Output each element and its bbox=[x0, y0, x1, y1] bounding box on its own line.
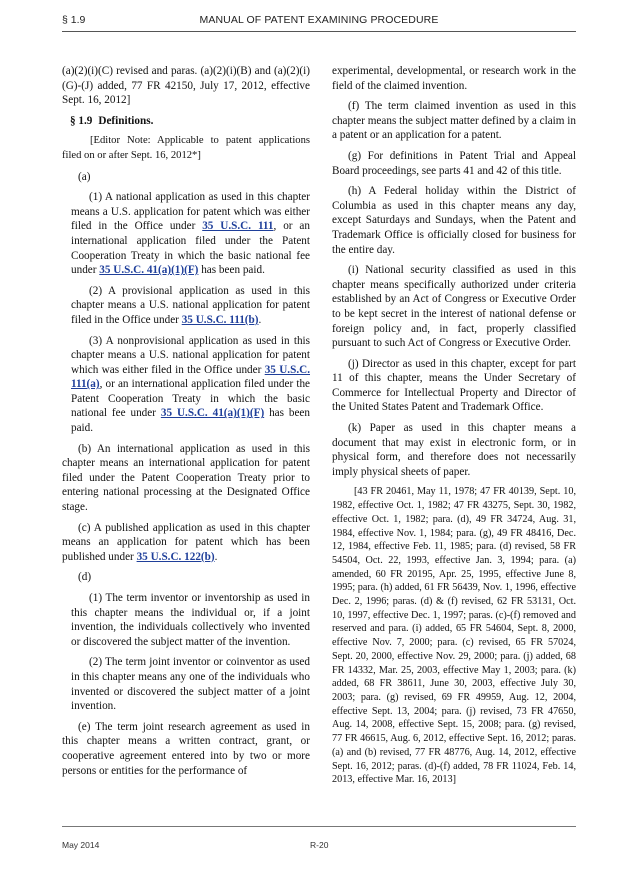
right-column bbox=[332, 64, 576, 793]
link-35-usc-41a1f-2[interactable]: 35 U.S.C. 41(a)(1)(F) bbox=[160, 407, 265, 420]
header-divider bbox=[62, 31, 576, 32]
section-heading-title: Definitions. bbox=[98, 114, 154, 127]
paragraph-e: (e) The term joint research agreement as used in this chapter means a written contract, grant, or cooperative agreement entered into by two or more persons or entities for the performance of bbox=[62, 720, 310, 777]
footer-page-number: R-20 bbox=[310, 840, 329, 850]
paragraph-f: (f) The term claimed invention as used in this chapter means the subject matter defined by a claim in a patent or an application for a patent. bbox=[332, 100, 576, 142]
paragraph-a1-text-end: has been paid. bbox=[198, 264, 265, 277]
footer-date: May 2014 bbox=[62, 840, 100, 850]
section-heading bbox=[70, 114, 310, 129]
link-35-usc-111b[interactable]: 35 U.S.C. 111(b) bbox=[181, 313, 259, 326]
footer-divider bbox=[62, 826, 576, 827]
section-heading-number: § 1.9 bbox=[70, 114, 93, 127]
header-section-number: § 1.9 bbox=[62, 14, 86, 26]
paragraph-h: (h) A Federal holiday within the District of Columbia as used in this chapter means any day, except Saturdays and Sundays, when the Patent and Trademark Office is officially closed for business for the entire day. bbox=[332, 185, 576, 256]
header-manual-title: MANUAL OF PATENT EXAMINING PROCEDURE bbox=[199, 14, 439, 26]
paragraph-a2-text-end: . bbox=[258, 313, 262, 326]
paragraph-a-label: (a) bbox=[78, 170, 91, 183]
paragraph-i: (i) National security classified as used in this chapter means specifically authorized under criteria established by an Act of Congress or Executive Order to be kept secret in the interest of national defense or foreign policy and, in fact, properly classified pursuant to such Act of Congress or Executive Order. bbox=[332, 264, 576, 350]
paragraph-g: (g) For definitions in Patent Trial and Appeal Board proceedings, see parts 41 and 42 of this title. bbox=[332, 149, 576, 177]
paragraph-k: (k) Paper as used in this chapter means a document that may exist in electronic form, or in physical form, and therefore does not necessarily imply physical sheets of paper. bbox=[332, 422, 576, 478]
paragraph-e-continued: experimental, developmental, or research work in the field of the claimed invention. bbox=[332, 65, 576, 92]
link-35-usc-122b[interactable]: 35 U.S.C. 122(b) bbox=[136, 550, 215, 563]
paragraph-c-text: (c) A published application as used in this chapter means an application for patent which has been published under bbox=[62, 521, 310, 563]
left-column bbox=[62, 64, 310, 784]
paragraph-a3 bbox=[71, 334, 310, 436]
link-35-usc-111a[interactable]: 35 U.S.C. 111(a) bbox=[71, 363, 310, 391]
paragraph-c-text-end: . bbox=[214, 550, 218, 563]
link-35-usc-111[interactable]: 35 U.S.C. 111 bbox=[202, 220, 274, 233]
paragraph-a1-text: (1) A national application as used in this chapter means a U.S. application for patent which was either filed in the Office under bbox=[71, 191, 310, 233]
paragraph-c bbox=[62, 521, 310, 565]
paragraph-a2-text: (2) A provisional application as used in this chapter means a U.S. national application for patent filed in the Office under bbox=[71, 284, 310, 326]
paragraph-d-label: (d) bbox=[78, 571, 92, 584]
paragraph-a3-text: (3) A nonprovisional application as used in this chapter means a U.S. national application for patent which was either filed in the Office under bbox=[71, 334, 310, 376]
paragraph-a3-text-mid: , or an international application filed under the Patent Cooperation Treaty in which the basic national fee under bbox=[71, 378, 310, 420]
editor-note: [Editor Note: Applicable to patent applications filed on or after Sept. 16, 2012*] bbox=[62, 135, 310, 161]
link-35-usc-41a1f[interactable]: 35 U.S.C. 41(a)(1)(F) bbox=[99, 264, 199, 277]
paragraph-d1: (1) The term inventor or inventorship as used in this chapter means the individual or, if a joint invention, the individuals collectively who invented or discovered the subject matter of the invention. bbox=[71, 592, 310, 648]
paragraph-a1-text-mid: , or an international application filed under the Patent Cooperation Treaty in which the basic national fee under bbox=[71, 220, 310, 277]
paragraph-j: (j) Director as used in this chapter, except for part 11 of this chapter, means the Under Secretary of Commerce for Intellectual Property and Director of the United States Patent and Trademark Office. bbox=[332, 357, 576, 414]
paragraph-a2 bbox=[71, 284, 310, 328]
paragraph-a1 bbox=[71, 190, 310, 278]
paragraph-b: (b) An international application as used in this chapter means an international application for patent filed under the Patent Cooperation Treaty prior to entering national processing at the Designated Office stage. bbox=[62, 442, 310, 514]
paragraph-d2: (2) The term joint inventor or coinventor as used in this chapter means any one of the individuals who invented or discovered the subject matter of a joint invention. bbox=[71, 656, 310, 713]
paragraph-a3-text-end: has been paid. bbox=[71, 407, 310, 435]
amendment-history: [43 FR 20461, May 11, 1978; 47 FR 40139, Sept. 10, 1982, effective Oct. 1, 1982; 47 FR 43275, Sept. 30, 1982, effective Oct. 1, 1982; para. (d), 49 FR 34724, Aug. 31, 1984, effective Nov. 1, 1984; para. (g), 49 FR 48416, Dec. 12, 1984, effective Feb. 11, 1985; para. (d) revised, 58 FR 54504, Oct. 22, 1993, effective Jan. 3, 1994; para. (a) amended, 60 FR 20195, Apr. 25, 1995, effective June 8, 1995; para. (h) added, 61 FR 56439, Nov. 1, 1996, effective Dec. 2, 1996; paras. (d) & (f) revised, 62 FR 53131, Oct. 10, 1997, effective Dec. 1, 1997; paras. (c)-(f) removed and reserved and para. (i) added, 65 FR 54604, Sept. 8, 2000, effective Nov. 7, 2000; para. (c) revised, 65 FR 57024, Sept. 20, 2000, effective Nov. 29, 2000; para. (j) added, 68 FR 14332, Mar. 25, 2003, effective May 1, 2003; para. (k) added, 68 FR 38611, June 30, 2003, effective July 30, 2003; para. (g) revised, 69 FR 49959, Aug. 12, 2004, effective Sept. 13, 2004; para. (j) revised, 73 FR 47650, Aug. 14, 2008, effective Sept. 15, 2008; para. (g) revised, 77 FR 46615, Aug. 6, 2012, effective Sept. 16, 2012; paras. (a) and (b) revised, 77 FR 48776, Aug. 14, 2012, effective Sept. 16, 2012; paras. (d)-(f) added, 78 FR 11024, Feb. 14, 2013, effective Mar. 16, 2013] bbox=[332, 486, 576, 786]
prior-history-note: (a)(2)(i)(C) revised and paras. (a)(2)(i)(B) and (a)(2)(i)(G)-(J) added, 77 FR 42150, July 17, 2012, effective Sept. 16, 2012] bbox=[62, 65, 310, 107]
